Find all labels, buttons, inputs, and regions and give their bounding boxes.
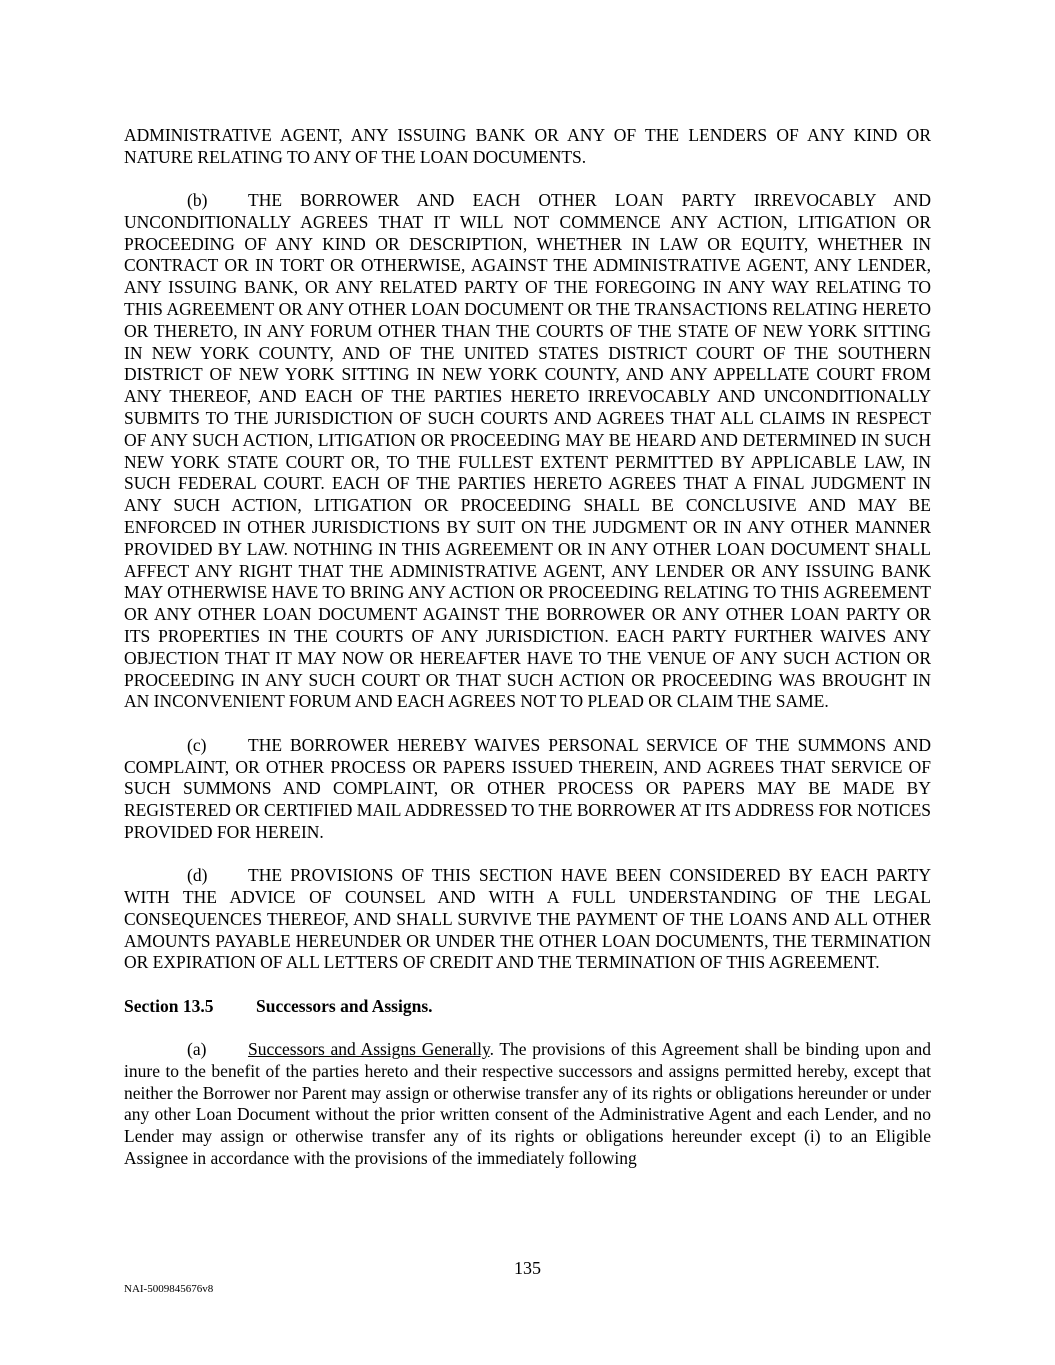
paragraph-d-enumerator: (d) [187, 865, 208, 886]
paragraph-b-text: THE BORROWER AND EACH OTHER LOAN PARTY IRREVOCABLY AND UNCONDITIONALLY AGREES THAT IT WILL NOT COMMENCE ANY ACTION, LITIGATION OR PROCEEDING OF ANY KIND OR DESCRIPTION, WHETHER IN LAW OR EQUITY, WHETHER IN CONTRACT OR IN TORT OR OTHERWISE, AGAINST THE ADMINISTRATIVE AGENT, ANY LENDER, ANY ISSUING BANK, OR ANY RELATED PARTY OF THE FOREGOING IN ANY WAY RELATING TO THIS AGREEMENT OR ANY OTHER LOAN DOCUMENT OR THE TRANSACTIONS RELATING HERETO OR THERETO, IN ANY FORUM OTHER THAN THE COURTS OF THE STATE OF NEW YORK SITTING IN NEW YORK COUNTY, AND OF THE UNITED STATES DISTRICT COURT OF THE SOUTHERN DISTRICT OF NEW YORK SITTING IN NEW YORK COUNTY, AND ANY APPELLATE COURT FROM ANY THEREOF, AND EACH OF THE PARTIES HERETO IRREVOCABLY AND UNCONDITIONALLY SUBMITS TO THE JURISDICTION OF SUCH COURTS AND AGREES THAT ALL CLAIMS IN RESPECT OF ANY SUCH ACTION, LITIGATION OR PROCEEDING MAY BE HEARD AND DETERMINED IN SUCH NEW YORK STATE COURT OR, TO THE FULLEST EXTENT PERMITTED BY APPLICABLE LAW, IN SUCH FEDERAL COURT. EACH OF THE PARTIES HERETO AGREES THAT A FINAL JUDGMENT IN ANY SUCH ACTION, LITIGATION OR PROCEEDING SHALL BE CONCLUSIVE AND MAY BE ENFORCED IN OTHER JURISDICTIONS BY SUIT ON THE JUDGMENT OR IN ANY OTHER MANNER PROVIDED BY LAW. NOTHING IN THIS AGREEMENT OR IN ANY OTHER LOAN DOCUMENT SHALL AFFECT ANY RIGHT THAT THE ADMINISTRATIVE AGENT, ANY LENDER OR ANY ISSUING BANK MAY OTHERWISE HAVE TO BRING ANY ACTION OR PROCEEDING RELATING TO THIS AGREEMENT OR ANY OTHER LOAN DOCUMENT AGAINST THE BORROWER OR ANY OTHER LOAN PARTY OR ITS PROPERTIES IN THE COURTS OF ANY JURISDICTION. EACH PARTY FURTHER WAIVES ANY OBJECTION THAT IT MAY NOW OR HEREAFTER HAVE TO THE VENUE OF ANY SUCH ACTION OR PROCEEDING IN ANY SUCH COURT OR THAT SUCH ACTION OR PROCEEDING WAS BROUGHT IN AN INCONVENIENT FORUM AND EACH AGREES NOT TO PLEAD OR CLAIM THE SAME. [124, 190, 931, 712]
paragraph-d [124, 865, 931, 974]
paragraph-b-enumerator: (b) [187, 190, 208, 211]
paragraph-intro: ADMINISTRATIVE AGENT, ANY ISSUING BANK OR ANY OF THE LENDERS OF ANY KIND OR NATURE RELATING TO ANY OF THE LOAN DOCUMENTS. [124, 125, 931, 167]
paragraph-c-enumerator: (c) [187, 734, 207, 755]
paragraph-a-heading: Successors and Assigns Generally [248, 1038, 490, 1059]
paragraph-a-enumerator: (a) [187, 1038, 207, 1059]
paragraph-c-text: THE BORROWER HEREBY WAIVES PERSONAL SERVICE OF THE SUMMONS AND COMPLAINT, OR OTHER PROCESS OR PAPERS ISSUED THEREIN, AND AGREES THAT SERVICE OF SUCH SUMMONS AND COMPLAINT, OR OTHER PROCESS OR PAPERS MAY BE MADE BY REGISTERED OR CERTIFIED MAIL ADDRESSED TO THE BORROWER AT ITS ADDRESS FOR NOTICES PROVIDED FOR HEREIN. [124, 734, 931, 842]
paragraph-a-text: The provisions of this Agreement shall be binding upon and inure to the benefit of the parties hereto and their respective successors and assigns permitted hereby, except that neither the Borrower nor Parent may assign or otherwise transfer any of its rights or obligations hereunder or under any other Loan Document without the prior written consent of the Administrative Agent and each Lender, and no Lender may assign or otherwise transfer any of its rights or obligations hereunder except (i) to an Eligible Assignee in accordance with the provisions of the immediately following [124, 1038, 931, 1168]
paragraph-d-text: THE PROVISIONS OF THIS SECTION HAVE BEEN CONSIDERED BY EACH PARTY WITH THE ADVICE OF COUNSEL AND WITH A FULL UNDERSTANDING OF THE LEGAL CONSEQUENCES THEREOF, AND SHALL SURVIVE THE PAYMENT OF THE LOANS AND ALL OTHER AMOUNTS PAYABLE HEREUNDER OR UNDER THE OTHER LOAN DOCUMENTS, THE TERMINATION OR EXPIRATION OF ALL LETTERS OF CREDIT AND THE TERMINATION OF THIS AGREEMENT. [124, 865, 931, 973]
paragraph-a-heading-punct: . [489, 1038, 494, 1059]
page-body [124, 125, 931, 1170]
section-title: Successors and Assigns. [256, 995, 433, 1016]
paragraph-a [124, 1039, 931, 1170]
paragraph-b [124, 190, 931, 713]
page-number: 135 [514, 1258, 541, 1278]
document-id: NAI-5009845676v8 [124, 1283, 214, 1295]
paragraph-c [124, 735, 931, 844]
section-number: Section 13.5 [124, 995, 214, 1016]
section-heading [124, 996, 931, 1018]
